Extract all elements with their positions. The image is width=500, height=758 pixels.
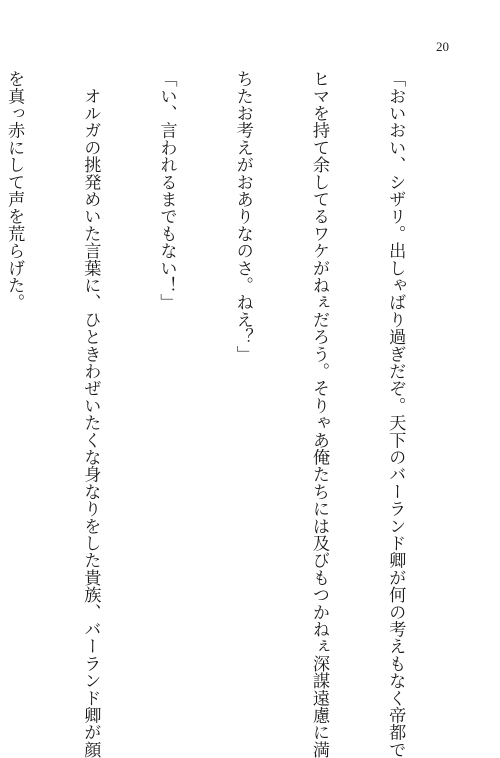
page-number: 20 bbox=[436, 39, 449, 54]
text-line: ちたお考えがおありなのさ。ねえ？」 bbox=[232, 70, 253, 363]
text-line: を真っ赤にして声を荒らげた。 bbox=[4, 70, 25, 311]
text-line: 「い、言われるまでもない！」 bbox=[156, 70, 177, 311]
vertical-text-body bbox=[0, 70, 458, 758]
text-line: 「おいおい、シザリ。出しゃばり過ぎだぞ。天下のバーランド卿が何の考えもなく帝都で bbox=[385, 70, 406, 758]
text-line: ヒマを持て余してるワケがねぇだろう。そりゃあ俺たちには及びもつかねぇ深謀遠慮に満 bbox=[308, 70, 329, 758]
text-line: オルガの挑発めいた言葉に、ひときわぜいたくな身なりをした貴族、バーランド卿が顔 bbox=[80, 70, 101, 758]
